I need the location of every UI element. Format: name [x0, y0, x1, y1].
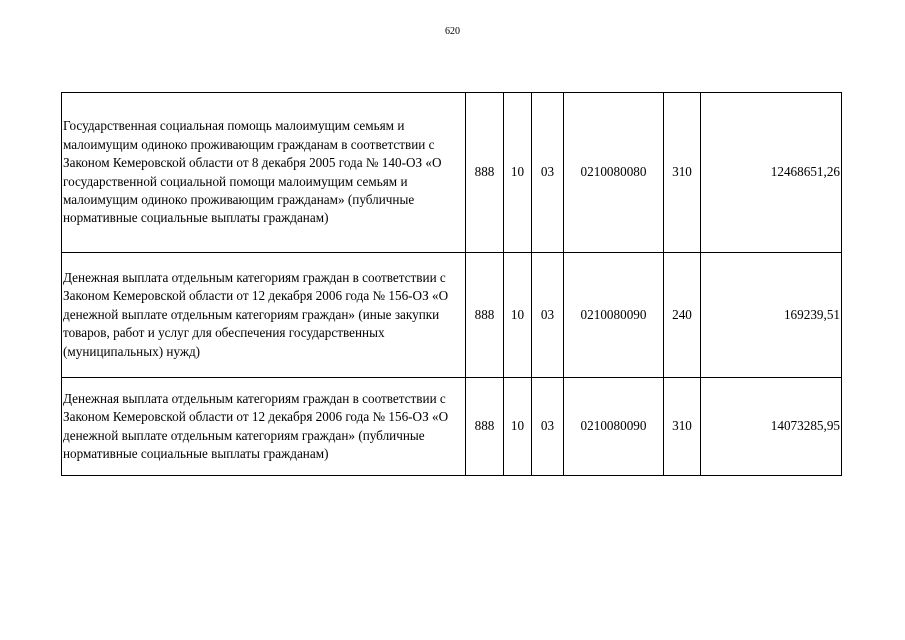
target-article-cell: 0210080090: [564, 378, 664, 476]
section-code-cell: 10: [504, 378, 532, 476]
target-article-cell: 0210080080: [564, 93, 664, 253]
section-code-cell: 10: [504, 93, 532, 253]
section-code-cell: 10: [504, 253, 532, 378]
subsection-code-cell: 03: [532, 378, 564, 476]
description-cell: Денежная выплата отдельным категориям граждан в соответствии с Законом Кемеровской области от 12 декабря 2006 года № 156-ОЗ «О денежной выплате отдельным категориям граждан» (публичные нормативные социальные выплаты гражданам): [62, 378, 466, 476]
amount-cell: 14073285,95: [701, 378, 842, 476]
description-cell: Денежная выплата отдельным категориям граждан в соответствии с Законом Кемеровской области от 12 декабря 2006 года № 156-ОЗ «О денежной выплате отдельным категориям граждан» (иные закупки товаров, работ и услуг для обеспечения государственных (муниципальных) нужд): [62, 253, 466, 378]
description-cell: Государственная социальная помощь малоимущим семьям и малоимущим одиноко проживающим гражданам в соответствии с Законом Кемеровской области от 8 декабря 2005 года № 140-ОЗ «О государственной социальной помощи малоимущим семьям и малоимущим одиноко проживающим гражданам» (публичные нормативные социальные выплаты гражданам): [62, 93, 466, 253]
expense-type-cell: 310: [664, 93, 701, 253]
page-number: 620: [445, 26, 460, 37]
subsection-code-cell: 03: [532, 93, 564, 253]
budget-table: [61, 92, 842, 476]
ministry-code-cell: 888: [466, 378, 504, 476]
table-row: [62, 253, 842, 378]
amount-cell: 12468651,26: [701, 93, 842, 253]
table-row: [62, 93, 842, 253]
table-row: [62, 378, 842, 476]
subsection-code-cell: 03: [532, 253, 564, 378]
expense-type-cell: 310: [664, 378, 701, 476]
expense-type-cell: 240: [664, 253, 701, 378]
ministry-code-cell: 888: [466, 93, 504, 253]
ministry-code-cell: 888: [466, 253, 504, 378]
amount-cell: 169239,51: [701, 253, 842, 378]
target-article-cell: 0210080090: [564, 253, 664, 378]
